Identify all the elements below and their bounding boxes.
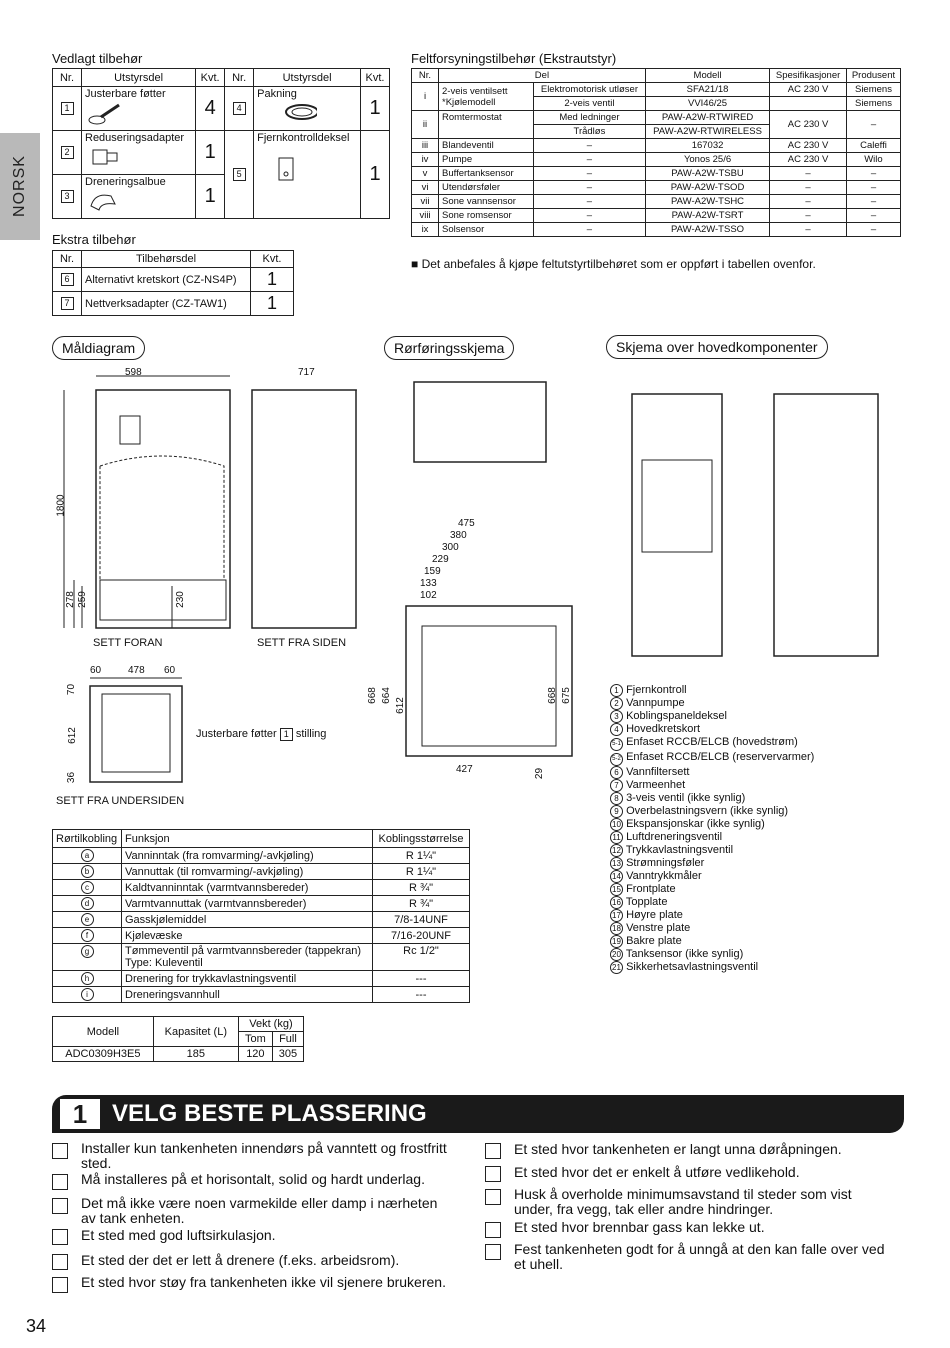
dim-598: 598 — [125, 367, 142, 378]
elbow-icon — [85, 188, 125, 214]
component-item: 6 Vannfiltersett — [610, 766, 814, 779]
weight-table: Modell Kapasitet (L) Vekt (kg) Tom Full ADC0309H3E5 185 120 305 — [52, 1016, 304, 1062]
dim-278: 278 — [64, 591, 76, 608]
field-title: Feltforsyningstilbehør (Ekstrautstyr) — [411, 51, 617, 66]
connections-table: Rørtilkobling Funksjon Koblingsstørrelse a Vanninntak (fra romvarming/-avkjøling) R 1¼" b Vannuttak (til romvarming/-avkjøling) R 1¼" c Kaldtvanninntak (varmtvannsbereder) R ¾" d Varmtvannuttak (varmtvannsbereder) R ¾" e Gasskjølemiddel 7/8-14UNF f Kjølevæske 7/16-20UNF g Tømmeventil på varmtvannsbereder (tappekran) Type: Kuleventil Rc 1/2" h Drenering for trykkavlastningsventil --- i Dreneringsvannhull --- — [52, 829, 470, 1003]
component-item: 19 Bakre plate — [610, 935, 814, 948]
bottom-view-drawing — [60, 672, 200, 792]
gasket-icon — [257, 100, 317, 124]
dim-717: 717 — [298, 367, 315, 378]
field-note: ■ Det anbefales å kjøpe feltutstyrtilbehøret som er oppført i tabellen ovenfor. — [411, 257, 816, 271]
component-legend — [610, 684, 814, 974]
item-gasket: Pakning — [254, 87, 361, 131]
side-caption: SETT FRA SIDEN — [257, 637, 347, 649]
component-item: 3 Koblingspaneldeksel — [610, 710, 814, 723]
remote-cover-icon — [257, 144, 317, 184]
checkbox[interactable] — [485, 1189, 501, 1205]
component-item: 5-2 Enfaset RCCB/ELCB (reservervarmer) — [610, 751, 814, 766]
dim-259: 259 — [76, 591, 88, 608]
included-table: Nr. Utstyrsdel Kvt. Nr. Utstyrsdel Kvt. 1 Justerbare føtter 4 4 Pakning 1 2 Reduseringsadapter 1 5 Fjernkontrolldeksel 1 3 Dreneringsalbue 1 — [52, 68, 390, 219]
component-item: 7 Varmeenhet — [610, 779, 814, 792]
included-title: Vedlagt tilbehør — [52, 51, 143, 66]
item-feet: Justerbare føtter — [82, 87, 196, 131]
component-item: 10 Ekspansjonskar (ikke synlig) — [610, 818, 814, 831]
component-item: 18 Venstre plate — [610, 922, 814, 935]
component-item: 13 Strømningsføler — [610, 857, 814, 870]
item-remote-cover: Fjernkontrolldeksel — [254, 131, 361, 219]
checkbox[interactable] — [485, 1222, 501, 1238]
component-item: 5-1 Enfaset RCCB/ELCB (hovedstrøm) — [610, 736, 814, 751]
front-side-view-drawing — [52, 366, 362, 656]
dim-1800: 1800 — [55, 494, 67, 517]
front-caption: SETT FORAN — [93, 637, 163, 649]
main-components-drawing — [604, 366, 904, 666]
component-item: 21 Sikkerhetsavlastningsventil — [610, 961, 814, 974]
component-item: 16 Topplate — [610, 896, 814, 909]
component-item: 1 Fjernkontroll — [610, 684, 814, 697]
item-elbow: Dreneringsalbue — [82, 175, 196, 219]
checkbox[interactable] — [52, 1277, 68, 1293]
component-item: 15 Frontplate — [610, 883, 814, 896]
language-tab: NORSK — [0, 133, 40, 240]
step-title: VELG BESTE PLASSERING — [112, 1100, 427, 1127]
component-item: 20 Tanksensor (ikke synlig) — [610, 948, 814, 961]
component-item: 2 Vannpumpe — [610, 697, 814, 710]
extra-title: Ekstra tilbehør — [52, 232, 136, 247]
main-components-heading: Skjema over hovedkomponenter — [606, 335, 828, 359]
dimension-diagram-heading: Måldiagram — [52, 336, 145, 360]
component-item: 9 Overbelastningsvern (ikke synlig) — [610, 805, 814, 818]
component-item: 17 Høyre plate — [610, 909, 814, 922]
checkbox[interactable] — [52, 1174, 68, 1190]
component-item: 4 Hovedkretskort — [610, 723, 814, 736]
field-table: Nr. Del Modell Spesifikasjoner Produsent i 2-veis ventilsett *Kjølemodell Elektromotorisk utløser SFA21/18 AC 230 V Siemens 2-veis ventil VVI46/25 Siemens ii Romtermostat Med ledninger PAW-A2W-RTWIRED AC 230 V – Trådløs PAW-A2W-RTWIRELESS iii Blandeventil – 167032 AC 230 V Caleffi iv Pumpe – Yonos 25/6 AC 230 V Wilo v Buffertanksensor – PAW-A2W-TSBU – – vi Utendørsføler – PAW-A2W-TSOD – – vii Sone vannsensor – PAW-A2W-TSHC – – viii Sone romsensor – PAW-A2W-TSRT – – ix Solsensor – PAW-A2W-TSSO – – — [411, 68, 901, 237]
bottom-caption: SETT FRA UNDERSIDEN — [56, 795, 185, 807]
extra-table: Nr. Tilbehørsdel Kvt. 6 Alternativt kretskort (CZ-NS4P) 1 7 Nettverksadapter (CZ-TAW1) 1 — [52, 250, 294, 316]
dim-230: 230 — [174, 591, 186, 608]
checkbox[interactable] — [485, 1244, 501, 1260]
feet-icon — [85, 100, 125, 126]
checkbox[interactable] — [52, 1229, 68, 1245]
checkbox[interactable] — [485, 1143, 501, 1159]
component-item: 11 Luftdreneringsventil — [610, 831, 814, 844]
item-adapter: Reduseringsadapter — [82, 131, 196, 175]
piping-diagram-heading: Rørføringsskjema — [384, 336, 514, 360]
component-item: 14 Vanntrykkmåler — [610, 870, 814, 883]
checkbox[interactable] — [485, 1166, 501, 1182]
checkbox[interactable] — [52, 1143, 68, 1159]
checkbox[interactable] — [52, 1254, 68, 1270]
checkbox[interactable] — [52, 1198, 68, 1214]
step-banner — [52, 1095, 904, 1133]
feet-position-label: Justerbare føtter 1 stilling — [196, 728, 327, 740]
component-item: 12 Trykkavlastningsventil — [610, 844, 814, 857]
adapter-icon — [85, 144, 125, 170]
step-number: 1 — [60, 1099, 100, 1129]
component-item: 8 3-veis ventil (ikke synlig) — [610, 792, 814, 805]
page-number: 34 — [26, 1316, 47, 1336]
